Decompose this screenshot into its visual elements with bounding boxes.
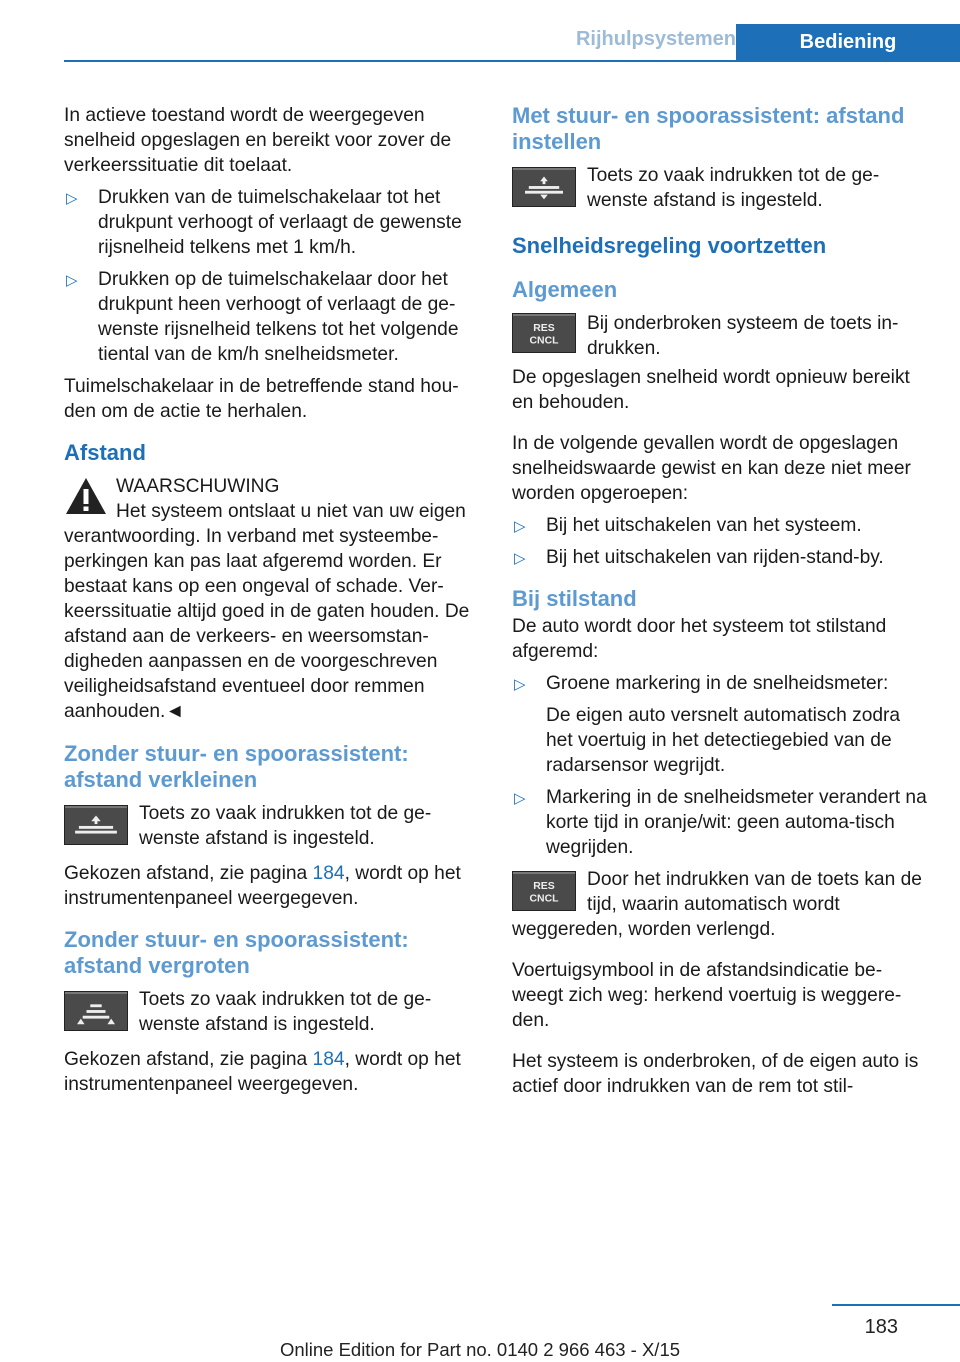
triangle-bullet-icon: ▷ <box>514 790 526 807</box>
triangle-bullet-icon: ▷ <box>514 550 526 567</box>
right-column <box>512 103 928 1106</box>
list-item: ▷ Drukken van de tuimelschakelaar tot het drukpunt verhoogt of verlaagt de gewenste rijsnelheid telkens met 1 km/h. <box>66 187 462 258</box>
page-header <box>64 24 960 62</box>
header-chapter[interactable]: Bediening <box>736 24 960 60</box>
paragraph-repeat: Tuimelschakelaar in de betreffende stand hou-den om de actie te herhalen. <box>64 376 459 422</box>
warning-text: Het systeem ontslaat u niet van uw eigen verantwoording. In verband met systeembe-perkingen kan pas laat afgeremd worden. Er bestaat kans op een ongeval of schade. Ver-keerssituatie altijd goed in de gaten houden. De afstand aan de verkeers- en weersomstan-digheden aanpassen en de voorgeschreven veiligheidsafstand eventueel door remmen aanhouden.◄ <box>64 501 470 722</box>
footer-rule <box>832 1304 960 1306</box>
bullet-list-stilstand <box>512 671 928 696</box>
res-cncl-button-icon <box>512 313 576 353</box>
text-algemeen: Bij onderbroken systeem de toets in-drukken. <box>587 313 899 359</box>
list-item: ▷ Bij het uitschakelen van het systeem. <box>512 513 928 538</box>
text-verkleinen: Toets zo vaak indrukken tot de ge-wenste afstand is ingesteld. <box>139 803 432 849</box>
triangle-bullet-icon: ▷ <box>66 272 78 289</box>
res-cncl-button-icon <box>512 871 576 911</box>
paragraph-gekozen-1: Gekozen afstand, zie pagina 184, wordt op het instrumentenpaneel weergegeven. <box>64 863 461 909</box>
paragraph-systeem: Het systeem is onderbroken, of de eigen auto is actief door indrukken van de rem tot stil- <box>512 1051 919 1097</box>
heading-algemeen: Algemeen <box>512 277 618 302</box>
paragraph-gevallen: In de volgende gevallen wordt de opgeslagen snelheidswaarde gewist en kan deze niet meer worden opgeroepen: <box>512 433 911 504</box>
heading-stilstand: Bij stilstand <box>512 586 637 611</box>
header-section[interactable]: Rijhulpsystemen <box>575 28 736 50</box>
svg-text:RES: RES <box>533 323 555 335</box>
svg-text:RES: RES <box>533 881 555 893</box>
paragraph-stilstand: De auto wordt door het systeem tot stilstand afgeremd: <box>512 616 887 662</box>
paragraph-opgeslagen: De opgeslagen snelheid wordt opnieuw bereikt en behouden. <box>512 367 910 413</box>
row-verkleinen <box>64 801 480 853</box>
distance-increase-icon <box>64 991 128 1031</box>
svg-text:CNCL: CNCL <box>529 335 559 347</box>
triangle-bullet-icon: ▷ <box>514 518 526 535</box>
bullet-list-markering <box>512 785 928 860</box>
page-number: 183 <box>864 1316 898 1338</box>
bullet-list-tuimel <box>64 185 480 367</box>
row-vergroten <box>64 987 480 1039</box>
sub-paragraph-groene: De eigen auto versnelt automatisch zodra het voertuig in het detectiegebied van de radarsensor wegrijdt. <box>546 705 901 776</box>
heading-afstand: Afstand <box>64 440 146 465</box>
list-item: ▷ Drukken op de tuimelschakelaar door het drukpunt heen verhoogt of verlaagt de ge-wenste rijsnelheid telkens tot het volgende tiental van de km/h snelheidsmeter. <box>66 269 459 365</box>
svg-text:CNCL: CNCL <box>529 893 559 905</box>
footer-edition: Online Edition for Part no. 0140 2 966 463 - X/15 <box>279 1339 681 1360</box>
bullet-list-gevallen <box>512 513 928 570</box>
heading-verkleinen: Zonder stuur- en spoorassistent: afstand verkleinen <box>64 741 409 792</box>
list-item: ▷ Markering in de snelheidsmeter verandert na korte tijd in oranje/wit: geen automa-tisch wegrijden. <box>514 787 927 858</box>
left-column <box>64 103 480 1104</box>
triangle-bullet-icon: ▷ <box>514 676 526 693</box>
warning-block <box>64 474 480 724</box>
heading-met-assistent: Met stuur- en spoorassistent: afstand instellen <box>512 103 905 154</box>
distance-adjust-icon <box>512 167 576 207</box>
paragraph-gekozen-2: Gekozen afstand, zie pagina 184, wordt op het instrumentenpaneel weergegeven. <box>64 1049 461 1095</box>
page-link-184[interactable]: 184 <box>312 863 345 884</box>
row-met-assistent <box>512 163 928 215</box>
triangle-bullet-icon: ▷ <box>66 190 78 207</box>
paragraph-voertuig: Voertuigsymbool in de afstandsindicatie be-weegt zich weg: herkend voertuig is weggere-den. <box>512 960 902 1031</box>
warning-title: WAARSCHUWING <box>116 476 280 497</box>
distance-decrease-icon <box>64 805 128 845</box>
heading-voortzetten: Snelheidsregeling voortzetten <box>512 233 827 258</box>
warning-triangle-icon <box>64 476 108 516</box>
page-link-184[interactable]: 184 <box>312 1049 345 1070</box>
paragraph-active-state: In actieve toestand wordt de weergegeven snelheid opgeslagen en bereikt voor zover de verkeerssituatie dit toelaat. <box>64 105 452 176</box>
list-item: ▷ Bij het uitschakelen van rijden-stand-by. <box>512 545 928 570</box>
text-met-assistent: Toets zo vaak indrukken tot de ge-wenste afstand is ingesteld. <box>587 165 880 211</box>
text-vergroten: Toets zo vaak indrukken tot de ge-wenste afstand is ingesteld. <box>139 989 432 1035</box>
paragraph-door: RES CNCL Door het indrukken van de toets kan de tijd, waarin automatisch wordt weggereden, worden verlengd. <box>512 869 922 940</box>
list-item: ▷ Groene markering in de snelheidsmeter: <box>512 671 928 696</box>
row-algemeen <box>512 311 928 361</box>
heading-vergroten: Zonder stuur- en spoorassistent: afstand vergroten <box>64 927 409 978</box>
